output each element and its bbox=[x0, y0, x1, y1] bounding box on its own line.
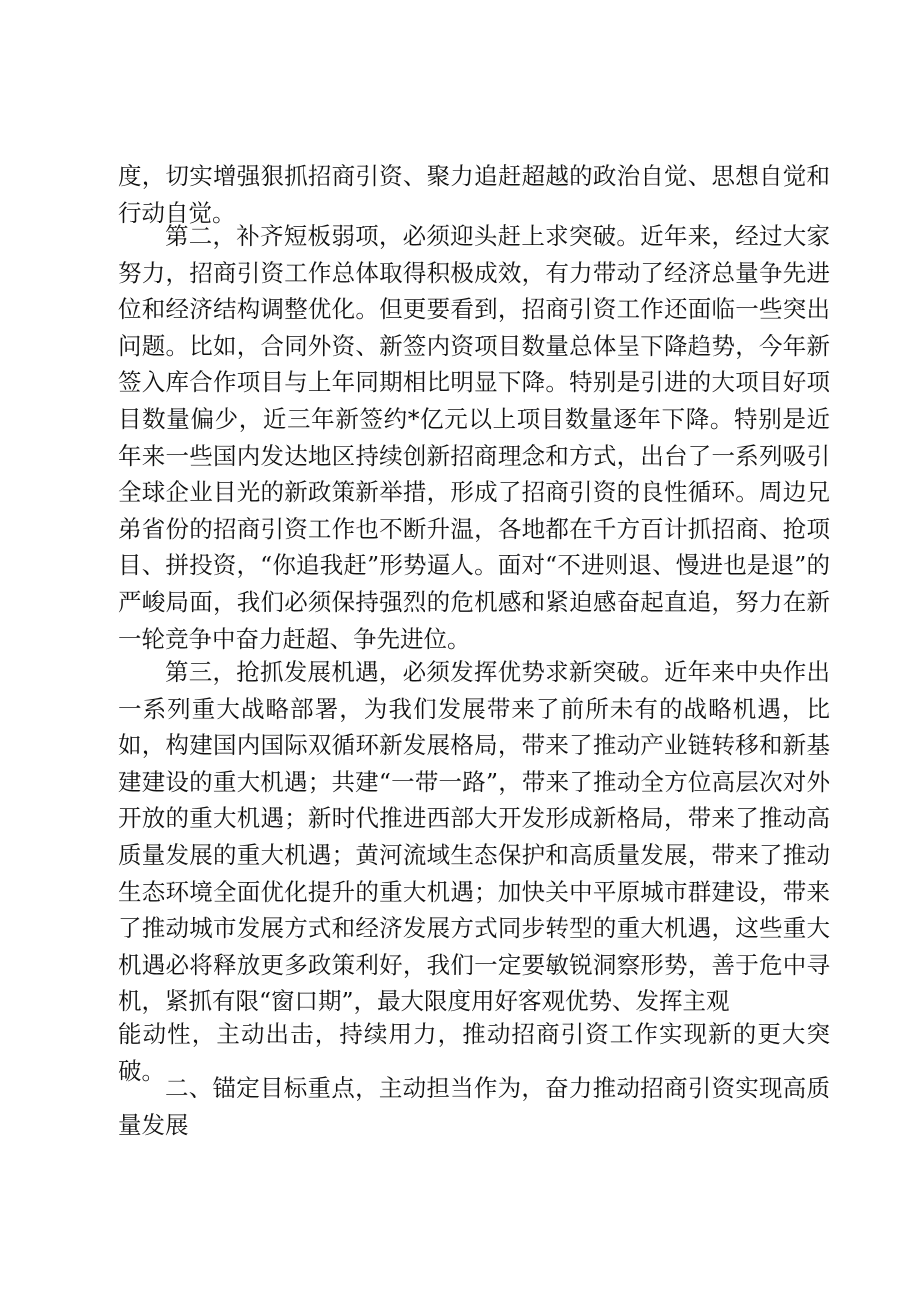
paragraph-second-point: 第二，补齐短板弱项，必须迎头赶上求突破。近年来，经过大家努力，招商引资工作总体取得积极成效，有力带动了经济总量争先进位和经济结构调整优化。但更要看到，招商引资工作还面临一些突出问题。比如，合同外资、新签内资项目数量总体呈下降趋势，今年新签入库合作项目与上年同期相比明显下降。特别是引进的大项目好项目数量偏少，近三年新签约*亿元以上项目数量逐年下降。特别是近年来一些国内发达地区持续创新招商理念和方式，出台了一系列吸引全球企业目光的新政策新举措，形成了招商引资的良性循环。周边兄弟省份的招商引资工作也不断升温，各地都在千方百计抓招商、抢项目、拼投资，“你追我赶”形势逼人。面对“不进则退、慢进也是退”的严峻局面，我们必须保持强烈的危机感和紧迫感奋起直追，努力在新一轮竞争中奋力赶超、争先进位。 bbox=[118, 222, 830, 653]
paragraph-continuation: 度，切实增强狠抓招商引资、聚力追赶超越的政治自觉、思想自觉和行动自觉。 bbox=[118, 162, 830, 227]
paragraph-third-point-continuation: 能动性，主动出击，持续用力，推动招商引资工作实现新的更大突破。 bbox=[118, 1020, 830, 1085]
section-heading-two: 二、锚定目标重点，主动担当作为，奋力推动招商引资实现高质量发展 bbox=[118, 1074, 830, 1139]
paragraph-third-point: 第三，抢抓发展机遇，必须发挥优势求新突破。近年来中央作出一系列重大战略部署，为我们发展带来了前所未有的战略机遇，比如，构建国内国际双循环新发展格局，带来了推动产业链转移和新基建建设的重大机遇；共建“一带一路”，带来了推动全方位高层次对外开放的重大机遇；新时代推进西部大开发形成新格局，带来了推动高质量发展的重大机遇；黄河流域生态保护和高质量发展，带来了推动生态环境全面优化提升的重大机遇；加快关中平原城市群建设，带来了推动城市发展方式和经济发展方式同步转型的重大机遇，这些重大机遇必将释放更多政策利好，我们一定要敏锐洞察形势，善于危中寻机，紧抓有限“窗口期”，最大限度用好客观优势、发挥主观 bbox=[118, 658, 830, 1016]
